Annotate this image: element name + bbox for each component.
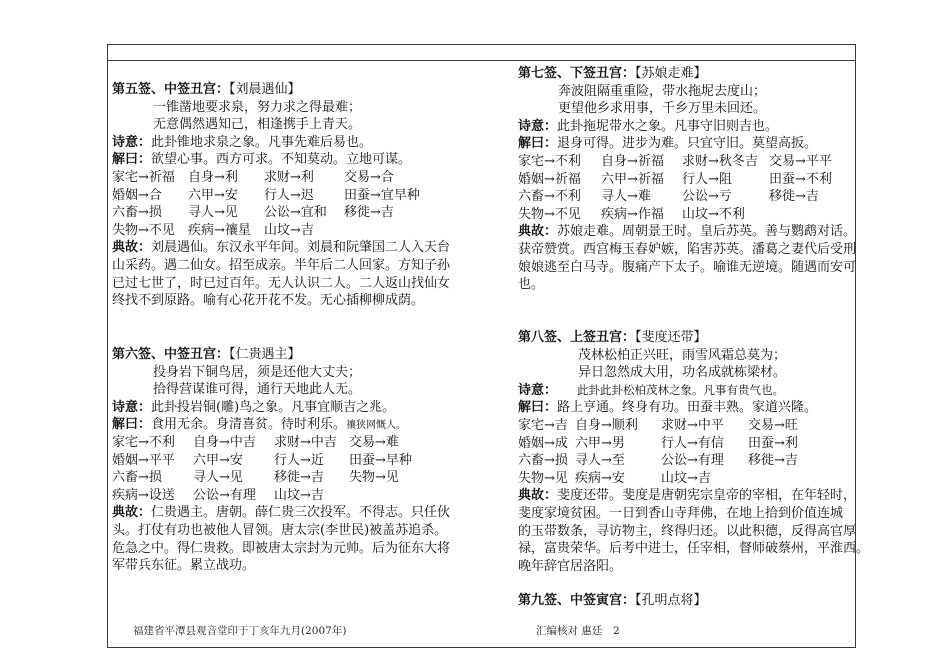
story-text: 斐度还带。斐度是唐朝宪宗皇帝的宰相，在年轻时， (557, 488, 857, 504)
poem-line: 投身岩下铜鸟居，须是还他大丈夫； (153, 364, 362, 380)
forecast-item: 山坟→不利 (682, 206, 745, 222)
forecast-item: 求财→中吉 (274, 434, 337, 450)
story-label: 典故： (518, 488, 558, 504)
explain-text: 欲望心事。西方可求。不知莫动。立地可谋。 (151, 152, 412, 168)
forecast-item: 六甲→安 (188, 187, 238, 203)
story-line: 终找不到原路。喻有心花开花不发。无心插柳柳成荫。 (112, 293, 425, 309)
forecast-item: 交易→旺 (748, 417, 798, 433)
forecast-item: 婚姻→平平 (112, 452, 175, 468)
slip-number-label: 第七签、下签丑宫： (518, 66, 636, 81)
forecast-row (518, 188, 854, 206)
forecast-item: 疾病→安 (575, 470, 625, 486)
forecast-item: 寻人→至 (575, 453, 625, 469)
explain-label: 解曰： (112, 152, 152, 168)
poem-line: 无意偶然遇知己，相逢携手上青天。 (153, 117, 362, 133)
slip-number-label: 第九签、中签寅宫： (518, 593, 636, 608)
story-line: 头。打仗有功也被他人冒领。唐太宗(李世民)被盖苏追杀。 (112, 522, 448, 538)
meaning-text: 此卦此卦松柏茂林之象。凡事有贵气也。 (577, 382, 785, 397)
forecast-row (112, 187, 452, 205)
forecast-row (518, 417, 854, 435)
forecast-row (112, 169, 452, 187)
slip-number-label: 第六签、中签丑宫： (112, 347, 230, 362)
forecast-item: 疾病→设送 (112, 487, 175, 503)
forecast-item: 移徙→吉 (769, 189, 819, 205)
forecast-item: 交易→平平 (769, 153, 832, 169)
forecast-item: 行人→有信 (661, 435, 724, 451)
slip-heading (112, 346, 452, 364)
forecast-item: 六畜→损 (518, 453, 568, 469)
forecast-item: 山坟→吉 (264, 222, 314, 238)
explain-label: 解曰： (112, 417, 152, 433)
forecast-item: 公讼→有理 (193, 487, 256, 503)
forecast-item: 六畜→不利 (518, 189, 581, 205)
forecast-item: 六甲→安 (193, 452, 243, 468)
forecast-item: 六甲→祈福 (601, 171, 664, 187)
story-line: 也。 (518, 277, 545, 293)
explain-label: 解曰： (518, 136, 558, 152)
forecast-item: 求财→中平 (661, 417, 724, 433)
slip-heading (518, 329, 854, 347)
slip-9 (518, 592, 854, 610)
story-line (112, 504, 452, 522)
forecast-item: 失物→不见 (112, 222, 175, 238)
story-line: 斐度家境贫困。一日到香山寺拜佛，在地上拾到价值连城 (518, 505, 844, 521)
forecast-item: 田蚕→宜早种 (344, 187, 420, 203)
meaning-label: 诗意： (518, 118, 558, 134)
forecast-row (112, 487, 452, 505)
forecast-item: 自身→中吉 (193, 434, 256, 450)
slip-heading (112, 81, 452, 99)
forecast-row (518, 171, 854, 189)
forecast-item: 求财→秋冬吉 (682, 153, 758, 169)
forecast-item: 寻人→见 (188, 205, 238, 221)
story-line (518, 223, 857, 241)
forecast-item: 家宅→不利 (518, 153, 581, 169)
story-line: 的玉带数条，寻访物主，终得归还。以此积德，反得高官厚 (518, 523, 857, 539)
meaning-text: 此卦拖坭带水之象。凡事守旧则吉也。 (557, 118, 779, 134)
forecast-item: 田蚕→利 (748, 435, 798, 451)
forecast-item: 自身→利 (188, 169, 238, 185)
forecast-item: 家宅→祈福 (112, 169, 175, 185)
forecast-item: 山坟→吉 (274, 487, 324, 503)
poem-line: 更望他乡求用事，千乡万里未回还。 (558, 101, 767, 117)
explain-note: 禳狭网慨人。 (346, 420, 407, 432)
meaning-line (112, 399, 452, 417)
story-label: 典故： (112, 505, 152, 521)
explain-line (518, 399, 854, 417)
forecast-item: 自身→祈福 (601, 153, 664, 169)
footer-compiler-note: 汇编核对 惠廷 (536, 625, 603, 637)
slip-title: 【仁贵遇主】 (229, 347, 301, 362)
forecast-item: 婚姻→祈福 (518, 171, 581, 187)
header-rule (107, 60, 856, 61)
story-line (112, 239, 452, 257)
forecast-row (518, 452, 854, 470)
slip-heading (518, 65, 854, 83)
forecast-item: 山坟→吉 (661, 470, 711, 486)
forecast-row (518, 470, 854, 488)
story-label: 典故： (518, 224, 558, 240)
slip-6 (112, 346, 452, 575)
forecast-row (112, 434, 452, 452)
slip-heading (518, 592, 854, 610)
forecast-item: 六畜→损 (112, 470, 162, 486)
forecast-row (112, 469, 452, 487)
story-text: 仁贵遇主。唐朝。薛仁贵三次投军。不得志。只任伙 (151, 505, 451, 521)
story-line: 晚年辞官居洛阳。 (518, 558, 623, 574)
explain-text: 退身可得。进步为难。只宜守旧。莫望高扳。 (557, 136, 818, 152)
slip-title: 【孔明点将】 (635, 593, 707, 608)
forecast-item: 移徙→吉 (748, 453, 798, 469)
poem-line: 异日忽然成大用，功名成就栋梁材。 (578, 365, 787, 381)
forecast-row (112, 452, 452, 470)
slip-title: 【斐度还带】 (635, 330, 707, 345)
forecast-item: 公讼→宜和 (264, 205, 327, 221)
story-label: 典故： (112, 240, 152, 256)
meaning-label: 诗意： (112, 399, 152, 415)
explain-text: 食用无余。身清喜贫。待时利乐。 (151, 417, 347, 433)
forecast-row (518, 153, 854, 171)
meaning-text: 此卦锥地求泉之象。凡事先难后易也。 (151, 134, 373, 150)
forecast-item: 婚姻→合 (112, 187, 162, 203)
meaning-label: 诗意： (112, 134, 152, 150)
forecast-item: 六畜→损 (112, 205, 162, 221)
story-line: 已过七世了，时已过百年。无人认识二人。二人返山找仙女 (112, 275, 451, 291)
forecast-row (518, 435, 854, 453)
page-number: 2 (613, 625, 620, 637)
explain-line (112, 416, 452, 434)
poem-line: 拾得营谋谁可得，通行天地此人无。 (153, 382, 362, 398)
forecast-item: 行人→迟 (264, 187, 314, 203)
slip-8 (518, 329, 870, 575)
explain-text: 路上亨通。终身有功。田蚕丰熟。家道兴隆。 (557, 400, 818, 416)
forecast-item: 家宅→吉 (518, 417, 568, 433)
story-line: 禄，富贵荣华。后考中进士，任宰相，督师破蔡州，平淮西。 (518, 541, 870, 557)
forecast-item: 失物→不见 (518, 206, 581, 222)
forecast-item: 求财→利 (264, 169, 314, 185)
forecast-item: 公讼→有理 (661, 453, 724, 469)
forecast-row (112, 222, 452, 240)
meaning-label: 诗意： (518, 382, 558, 398)
forecast-item: 公讼→亏 (682, 189, 732, 205)
forecast-item: 自身→顺利 (575, 417, 638, 433)
footer-printer-note: 福建省平潭县观音堂印于丁亥年九月(2007年) (133, 625, 347, 637)
story-line (518, 487, 857, 505)
forecast-row (518, 206, 854, 224)
explain-label: 解曰： (518, 400, 558, 416)
poem-line: 茂林松柏正兴旺，雨雪风霜总莫为； (578, 347, 787, 363)
forecast-item: 寻人→见 (193, 470, 243, 486)
forecast-item: 行人→近 (274, 452, 324, 468)
story-text: 苏娘走难。周朝景王时。皇后苏英。善与鹦鹉对话。 (557, 224, 857, 240)
slip-5 (112, 81, 452, 310)
explain-line (518, 135, 854, 153)
story-line: 军带兵东征。累立战功。 (112, 558, 256, 574)
forecast-item: 交易→合 (344, 169, 394, 185)
forecast-item: 家宅→不利 (112, 434, 175, 450)
story-line: 危急之中。得仁贵救。即被唐太宗封为元帅。后为征东大将 (112, 540, 451, 556)
forecast-item: 疾病→作福 (601, 206, 664, 222)
slip-7 (518, 65, 857, 294)
forecast-item: 失物→见 (518, 470, 568, 486)
slip-title: 【刘晨遇仙】 (229, 82, 301, 97)
meaning-line (518, 382, 854, 400)
story-line: 娘娘逃至白马寺。腹痛产下太子。喻谁无逆境。随遇而安可 (518, 259, 857, 275)
forecast-item: 移徙→吉 (344, 205, 394, 221)
forecast-item: 失物→见 (349, 470, 399, 486)
poem-line: 一锥凿地要求泉，努力求之得最难； (153, 99, 362, 115)
poem-line: 奔波阻隔重重险，带水拖坭去度山； (558, 83, 767, 99)
meaning-line (112, 134, 452, 152)
forecast-item: 寻人→难 (601, 189, 651, 205)
slip-number-label: 第五签、中签丑宫： (112, 82, 230, 97)
forecast-item: 婚姻→成 (518, 435, 568, 451)
slip-title: 【苏娘走难】 (635, 66, 707, 81)
forecast-item: 交易→难 (349, 434, 399, 450)
explain-line (112, 151, 452, 169)
forecast-item: 行人→阻 (682, 171, 732, 187)
story-line: 获帝赞赏。西宫梅玉春妒嫉，陷害苏英。潘葛之妻代后受刑 (518, 241, 857, 257)
forecast-item: 田蚕→早种 (349, 452, 412, 468)
story-text: 刘晨遇仙。东汉永平年间。刘晨和阮肇国二人入天台 (151, 240, 451, 256)
meaning-text: 此卦投岩铜(雕)鸟之象。凡事宜顺吉之兆。 (151, 399, 396, 415)
story-line: 山采药。遇二仙女。招至成亲。半年后二人回家。方知子孙 (112, 257, 451, 273)
slip-number-label: 第八签、上签丑宫： (518, 330, 636, 345)
forecast-row (112, 204, 452, 222)
forecast-item: 移徙→吉 (274, 470, 324, 486)
forecast-item: 六甲→男 (575, 435, 625, 451)
forecast-item: 疾病→禳星 (188, 222, 251, 238)
forecast-item: 田蚕→不利 (769, 171, 832, 187)
meaning-line (518, 118, 854, 136)
